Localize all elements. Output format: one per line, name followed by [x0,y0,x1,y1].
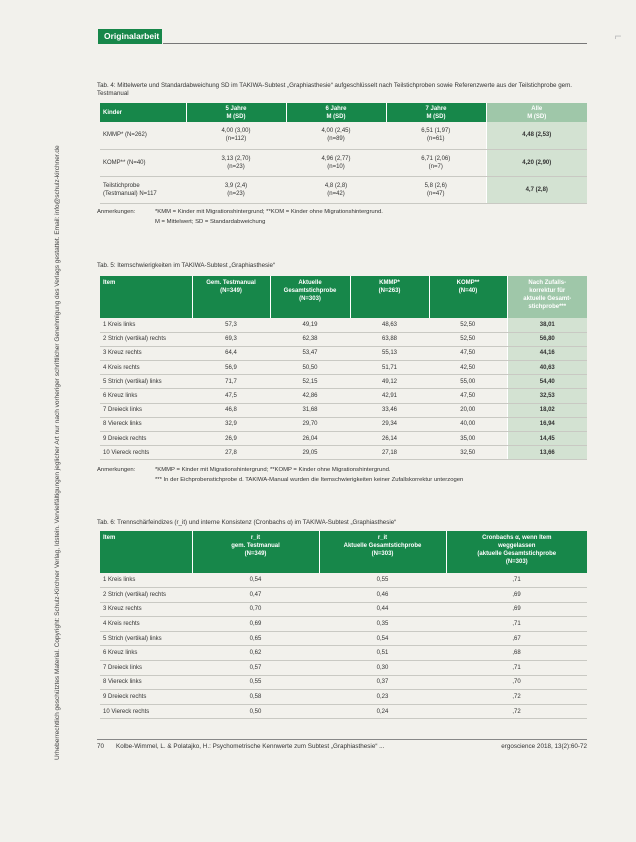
table-cell: 52,50 [429,318,507,332]
table3-caption: Tab. 6: Trennschärfeindizes (r_it) und interne Konsistenz (Cronbachs α) im TAKIWA-Subtest „Graphiasthesie“ [97,519,397,526]
table-cell: 0,44 [319,602,446,617]
table-cell: ,67 [446,631,587,646]
table-row [100,432,587,446]
table-cell: 49,12 [350,375,429,389]
table-cell: 0,58 [192,690,319,705]
item-label: 9 Dreieck rechts [100,690,192,705]
table1-row-label: KOMP** (N=40) [100,149,186,176]
table-cell: 56,80 [507,332,587,346]
table2-header-corrected: Nach Zufalls- korrektur für aktuelle Gesamt- stichprobe*** [507,276,587,318]
table-row [100,149,587,176]
table-row [100,646,587,661]
table-cell: ,69 [446,588,587,603]
item-label: 7 Dreieck links [100,403,192,417]
table2-header: Item [100,276,192,318]
item-label: 5 Strich (vertikal) links [100,631,192,646]
table-row [100,417,587,431]
table1-note-label: Anmerkungen: [97,209,136,215]
item-label: 6 Kreuz links [100,646,192,661]
table1-header: Kinder [100,103,186,122]
table-cell: 0,24 [319,704,446,719]
footer-page-number: 70 [97,743,105,750]
table-row [100,661,587,676]
table-cell: 0,23 [319,690,446,705]
table-cell: 5,8 (2,6) (n=47) [386,176,486,203]
table1-header: 7 Jahre M (SD) [386,103,486,122]
table3-header: r_it Aktuelle Gesamtstichprobe (N=303) [319,531,446,573]
table-cell: 44,16 [507,346,587,360]
item-label: 10 Viereck rechts [100,446,192,460]
table-row [100,375,587,389]
table-cell: 0,54 [319,631,446,646]
item-label: 6 Kreuz links [100,389,192,403]
header-rule [163,43,587,44]
footer-citation: Kolbe-Wimmel, L. & Polatajko, H.: Psychometrische Kennwerte zum Subtest „Graphiasthesie“ ... [116,743,385,750]
table-cell: 26,04 [270,432,350,446]
table-cell: 52,50 [429,332,507,346]
table-cell: 4,96 (2,77) (n=10) [286,149,386,176]
table-row [100,318,587,332]
table2-header: KMMP* (N=263) [350,276,429,318]
table-row [100,573,587,588]
table-cell: 20,00 [429,403,507,417]
table-cell: 0,62 [192,646,319,661]
table-cell: 0,55 [319,573,446,588]
table-row [100,690,587,705]
table-cell: 47,5 [192,389,270,403]
table-cell: 31,68 [270,403,350,417]
table-cell: 40,63 [507,361,587,375]
table1-header: 5 Jahre M (SD) [186,103,286,122]
table-row [100,361,587,375]
item-label: 4 Kreis rechts [100,617,192,632]
table-cell: 0,55 [192,675,319,690]
table3-header: Item [100,531,192,573]
table-cell: 26,9 [192,432,270,446]
table-cell: 3,9 (2,4) (n=23) [186,176,286,203]
table-cell: 48,63 [350,318,429,332]
table-cell: ,68 [446,646,587,661]
table-cell: 0,54 [192,573,319,588]
table1 [100,103,587,204]
item-label: 8 Viereck links [100,417,192,431]
table-cell: 0,35 [319,617,446,632]
table-row [100,588,587,603]
table3-header: Cronbachs α, wenn Item weggelassen (aktuelle Gesamtstichprobe (N=303) [446,531,587,573]
table3 [100,531,587,719]
table-cell: 14,45 [507,432,587,446]
table-row [100,631,587,646]
table-cell: 0,70 [192,602,319,617]
table-cell: 3,13 (2,70) (n=23) [186,149,286,176]
item-label: 7 Dreieck links [100,661,192,676]
table-cell: 42,50 [429,361,507,375]
table-cell: 29,05 [270,446,350,460]
table-cell: 47,50 [429,346,507,360]
table-cell: 57,3 [192,318,270,332]
item-label: 2 Strich (vertikal) rechts [100,332,192,346]
table2-note-label: Anmerkungen: [97,467,136,473]
table-cell: ,71 [446,617,587,632]
table-cell: 52,15 [270,375,350,389]
footer-journal: ergoscience 2018, 13(2):60-72 [501,743,587,750]
table-cell: 13,66 [507,446,587,460]
table-cell: 47,50 [429,389,507,403]
table-cell: ,71 [446,573,587,588]
table-cell: 63,88 [350,332,429,346]
table-cell: 6,71 (2,06) (n=7) [386,149,486,176]
table-cell: ,69 [446,602,587,617]
page-corner-mark: ⌐ [614,29,622,43]
table-cell: ,72 [446,704,587,719]
table-cell: 50,50 [270,361,350,375]
table-cell: 0,65 [192,631,319,646]
table-cell: 29,34 [350,417,429,431]
table-cell: 0,47 [192,588,319,603]
table-cell: 40,00 [429,417,507,431]
table-cell: 6,51 (1,97) (n=61) [386,122,486,149]
table-cell: 0,46 [319,588,446,603]
item-label: 10 Viereck rechts [100,704,192,719]
table-cell: 16,94 [507,417,587,431]
table-row [100,446,587,460]
table-cell: 0,37 [319,675,446,690]
table-cell: 64,4 [192,346,270,360]
table2-note-line: *** In der Eichprobenstichprobe d. TAKIWA-Manual wurden die Itemschwierigkeiten keiner Zufallskorrektur unterzogen [155,477,464,483]
table3-header: r_it gem. Testmanual (N=349) [192,531,319,573]
table-row [100,704,587,719]
table-cell: 69,3 [192,332,270,346]
item-label: 2 Strich (vertikal) rechts [100,588,192,603]
table-cell: 26,14 [350,432,429,446]
table-cell: 27,18 [350,446,429,460]
table-cell: 4,00 (3,00) (n=112) [186,122,286,149]
table1-row-label: KMMP* (N=262) [100,122,186,149]
table-cell: 42,91 [350,389,429,403]
table-cell: 71,7 [192,375,270,389]
table-cell-all: 4,7 (2,8) [486,176,587,203]
table-cell: 33,46 [350,403,429,417]
table-cell: 27,8 [192,446,270,460]
table-cell: 29,70 [270,417,350,431]
table-cell: 32,9 [192,417,270,431]
table-cell: 38,01 [507,318,587,332]
table-cell-all: 4,48 (2,53) [486,122,587,149]
table2 [100,276,587,460]
table-row [100,602,587,617]
table1-caption: Tab. 4: Mittelwerte und Standardabweichung SD im TAKIWA-Subtest „Graphiasthesie“ aufgeschlüsselt nach Teilstichproben sowie Referenzwerte aus der Teilstichprobe gem. Testmanual [97,82,572,97]
table-cell: ,72 [446,690,587,705]
table-row [100,403,587,417]
table1-note-line: *KMM = Kinder mit Migrationshintergrund; **KOM = Kinder ohne Migrationshintergrund. [155,209,383,215]
footer-rule [97,739,587,740]
table-cell: ,70 [446,675,587,690]
table-cell: 51,71 [350,361,429,375]
item-label: 3 Kreuz rechts [100,346,192,360]
item-label: 1 Kreis links [100,573,192,588]
table2-caption: Tab. 5: Itemschwierigkeiten im TAKIWA-Subtest „Graphiasthesie“ [97,262,276,269]
table-cell: 55,13 [350,346,429,360]
table-cell: 4,8 (2,8) (n=42) [286,176,386,203]
table-cell: 0,30 [319,661,446,676]
table2-header: Aktuelle Gesamtstichprobe (N=303) [270,276,350,318]
table1-row-label: Teilstichprobe (Testmanual) N=117 [100,176,186,203]
item-label: 5 Strich (vertikal) links [100,375,192,389]
table-cell: 32,50 [429,446,507,460]
table-cell: 0,50 [192,704,319,719]
table-cell: 55,00 [429,375,507,389]
table-cell: 49,19 [270,318,350,332]
table2-note-line: *KMMP = Kinder mit Migrationshintergrund; **KOMP = Kinder ohne Migrationshintergrund. [155,467,391,473]
item-label: 3 Kreuz rechts [100,602,192,617]
item-label: 8 Viereck links [100,675,192,690]
table1-note-line: M = Mittelwert; SD = Standardabweichung [155,219,266,225]
table-cell: 54,40 [507,375,587,389]
item-label: 9 Dreieck rechts [100,432,192,446]
table-cell: 53,47 [270,346,350,360]
table-row [100,617,587,632]
table-cell: 0,51 [319,646,446,661]
table-row [100,389,587,403]
table-cell: 18,02 [507,403,587,417]
copyright-side-note: Urheberrechtlich geschütztes Material. Copyright: Schulz-Kirchner Verlag, Idstein. Vervielfältigungen jeglicher Art nur nach vorheriger schriftlicher Genehmigung des Verlags gestattet. Email: info@schulz-kirchner.de [54,145,61,760]
table-cell: 4,00 (2,45) (n=89) [286,122,386,149]
table-cell: ,71 [446,661,587,676]
table-row [100,675,587,690]
table-row [100,346,587,360]
table1-header: 6 Jahre M (SD) [286,103,386,122]
table1-header-all: Alle M (SD) [486,103,587,122]
table-cell: 56,9 [192,361,270,375]
table-row [100,176,587,203]
table-cell: 42,86 [270,389,350,403]
table-cell-all: 4,20 (2,90) [486,149,587,176]
table-cell: 46,8 [192,403,270,417]
table2-header: Gem. Testmanual (N=349) [192,276,270,318]
table-row [100,122,587,149]
section-badge: Originalarbeit [98,29,162,44]
table-cell: 32,53 [507,389,587,403]
item-label: 1 Kreis links [100,318,192,332]
table2-header: KOMP** (N=40) [429,276,507,318]
table-cell: 62,38 [270,332,350,346]
table-cell: 0,69 [192,617,319,632]
table-cell: 0,57 [192,661,319,676]
table-row [100,332,587,346]
item-label: 4 Kreis rechts [100,361,192,375]
table-cell: 35,00 [429,432,507,446]
